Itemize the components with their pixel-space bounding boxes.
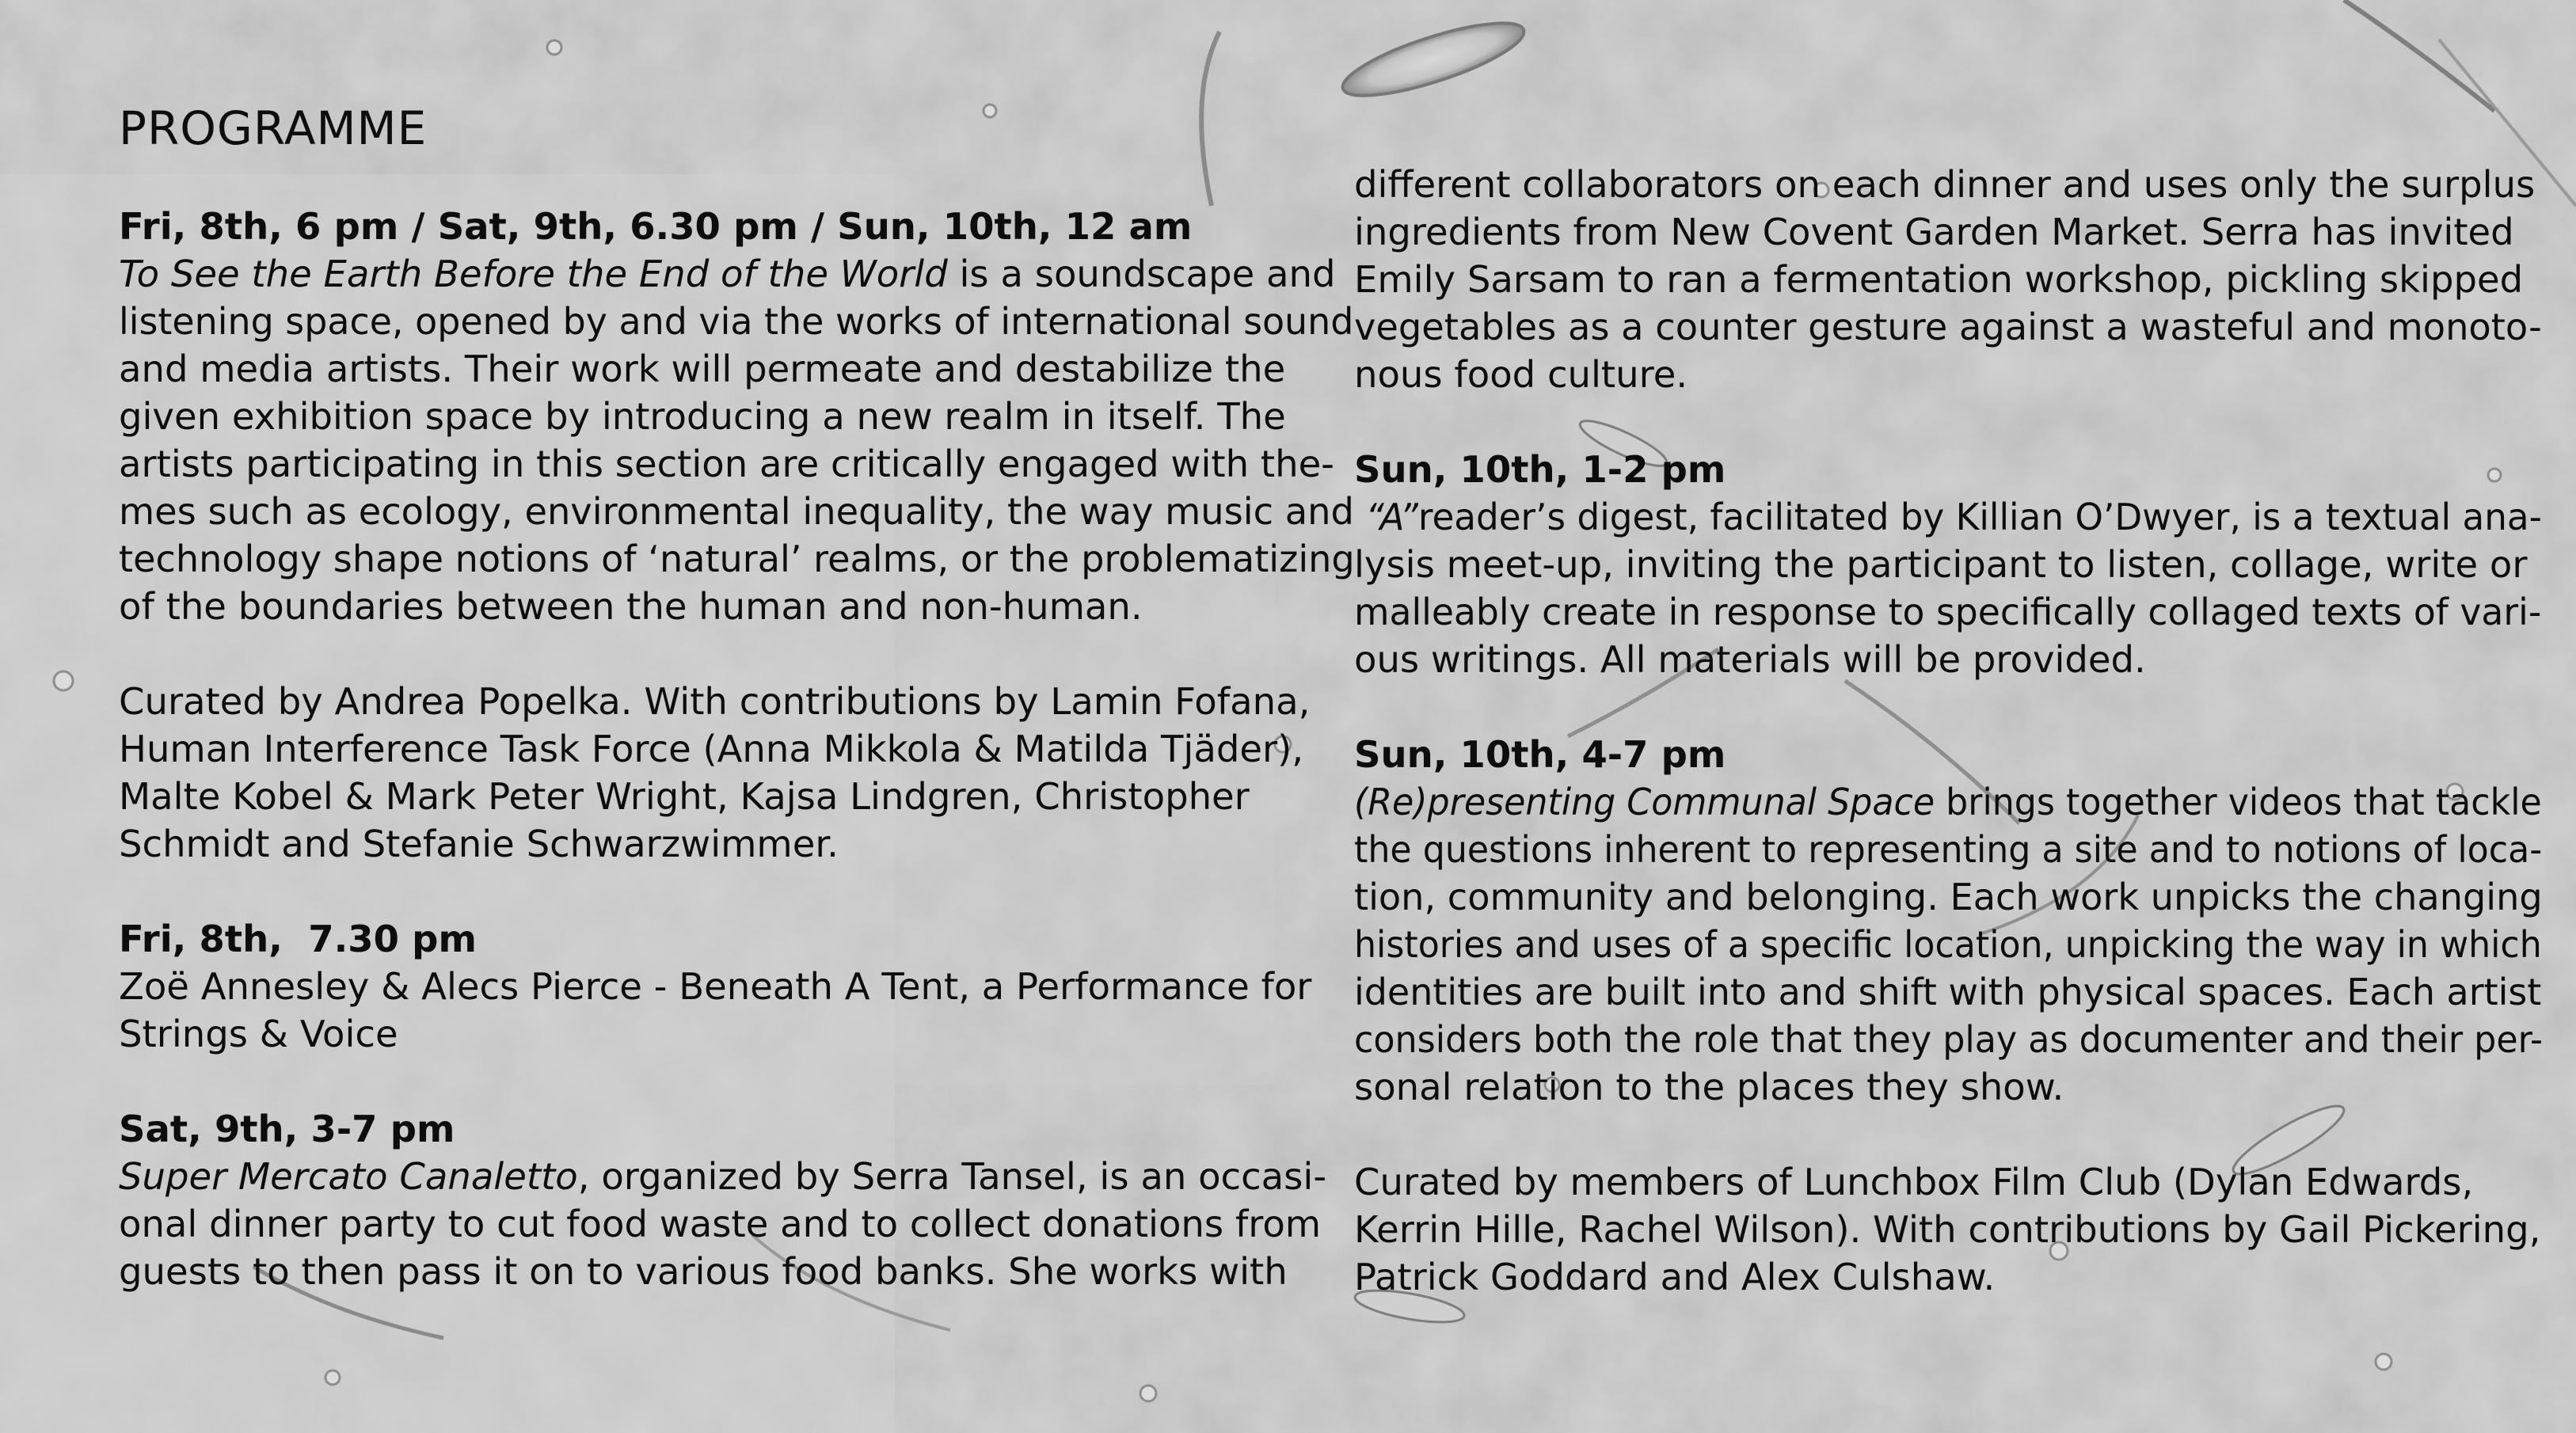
event-title: To See the Earth Before the End of the World [119,253,948,295]
event-description-line: nous food culture. [1354,353,1688,396]
credits-line: Curated by members of Lunchbox Film Club (Dylan Edwards, [1354,1161,2474,1203]
event-description-line: ous writings. All materials will be provided. [1354,638,2146,681]
event-description-line: identities are built into and shift with physical spaces. Each artist [1354,971,2542,1013]
event-description-line: sonal relation to the places they show. [1354,1066,2064,1108]
event-description-line: considers both the role that they play as documenter and their per- [1354,1018,2544,1061]
event-description-line: ingredients from New Covent Garden Market. Serra has invited [1354,211,2514,253]
page-title: PROGRAMME [119,101,428,155]
event-description-line: and media artists. Their work will permeate and destabilize the [119,348,1286,390]
event-dinner [119,1105,1354,1295]
event-description-line [1354,778,2542,826]
event-description-line: histories and uses of a specific location, unpicking the way in which [1354,923,2542,966]
event-dinner-continued [1354,161,2542,398]
event-title: (Re)presenting Communal Space [1354,781,1935,823]
event-description-line: different collaborators on each dinner and uses only the surplus [1354,163,2536,206]
event-description-line: of the boundaries between the human and non-human. [119,585,1143,628]
credits-communal-space [1354,1158,2542,1301]
right-column [1354,161,2542,1348]
event-soundscape [119,203,1354,630]
event-date-heading: Sun, 10th, 1-2 pm [1354,448,1726,491]
credits-line: Patrick Goddard and Alex Culshaw. [1354,1256,1996,1298]
event-title: “A” [1354,496,1418,538]
event-description-line: Zoë Annesley & Alecs Pierce - Beneath A Tent, a Performance for [119,965,1312,1008]
event-description-line: tion, community and belonging. Each work unpicks the changing [1354,876,2543,918]
event-readers-digest [1354,446,2542,683]
event-description-line: the questions inherent to representing a site and to notions of loca- [1354,828,2543,871]
event-description-line: guests to then pass it on to various food banks. She works with [119,1250,1288,1293]
event-description-line: mes such as ecology, environmental inequality, the way music and [119,490,1354,533]
event-description-line: Emily Sarsam to ran a fermentation workshop, pickling skipped [1354,258,2524,301]
event-description-line: technology shape notions of ‘natural’ realms, or the problematizing [119,538,1355,580]
credits-soundscape [119,678,1354,868]
event-communal-space [1354,731,2542,1111]
left-column [119,203,1354,1343]
event-description-line: malleably create in response to specifically collaged texts of vari- [1354,591,2542,633]
event-description-text: brings together videos that tackle [1935,781,2542,823]
credits-line: Malte Kobel & Mark Peter Wright, Kajsa Lindgren, Christopher [119,775,1250,818]
event-date-heading: Fri, 8th, 7.30 pm [119,918,477,960]
event-description-line [119,250,1354,298]
event-description-line: lysis meet-up, inviting the participant to listen, collage, write or [1354,543,2528,586]
event-title: Super Mercato Canaletto [119,1155,578,1198]
event-description-line: listening space, opened by and via the works of international sound [119,300,1354,343]
event-description-text: is a soundscape and [947,253,1336,295]
event-description-line: Strings & Voice [119,1013,398,1055]
event-description-text: , organized by Serra Tansel, is an occasi- [577,1155,1327,1198]
event-date-heading: Sat, 9th, 3-7 pm [119,1108,455,1150]
event-description-line [119,1153,1354,1200]
event-date-heading: Fri, 8th, 6 pm / Sat, 9th, 6.30 pm / Sun, 10th, 12 am [119,205,1193,248]
event-date-heading: Sun, 10th, 4-7 pm [1354,733,1726,776]
event-description-line: vegetables as a counter gesture against a wasteful and monoto- [1354,306,2542,348]
event-description-line: onal dinner party to cut food waste and to collect donations from [119,1203,1322,1245]
credits-line: Human Interference Task Force (Anna Mikkola & Matilda Tjäder), [119,728,1304,770]
event-description-line [1354,493,2542,541]
event-description-line: artists participating in this section are critically engaged with the- [119,443,1334,485]
credits-line: Curated by Andrea Popelka. With contributions by Lamin Fofana, [119,680,1311,723]
event-description-text: reader’s digest, facilitated by Killian O’Dwyer, is a textual ana- [1417,496,2542,538]
credits-line: Schmidt and Stefanie Schwarzwimmer. [119,823,839,865]
event-performance [119,915,1354,1058]
event-description-line: given exhibition space by introducing a new realm in itself. The [119,395,1286,438]
credits-line: Kerrin Hille, Rachel Wilson). With contributions by Gail Pickering, [1354,1208,2541,1251]
